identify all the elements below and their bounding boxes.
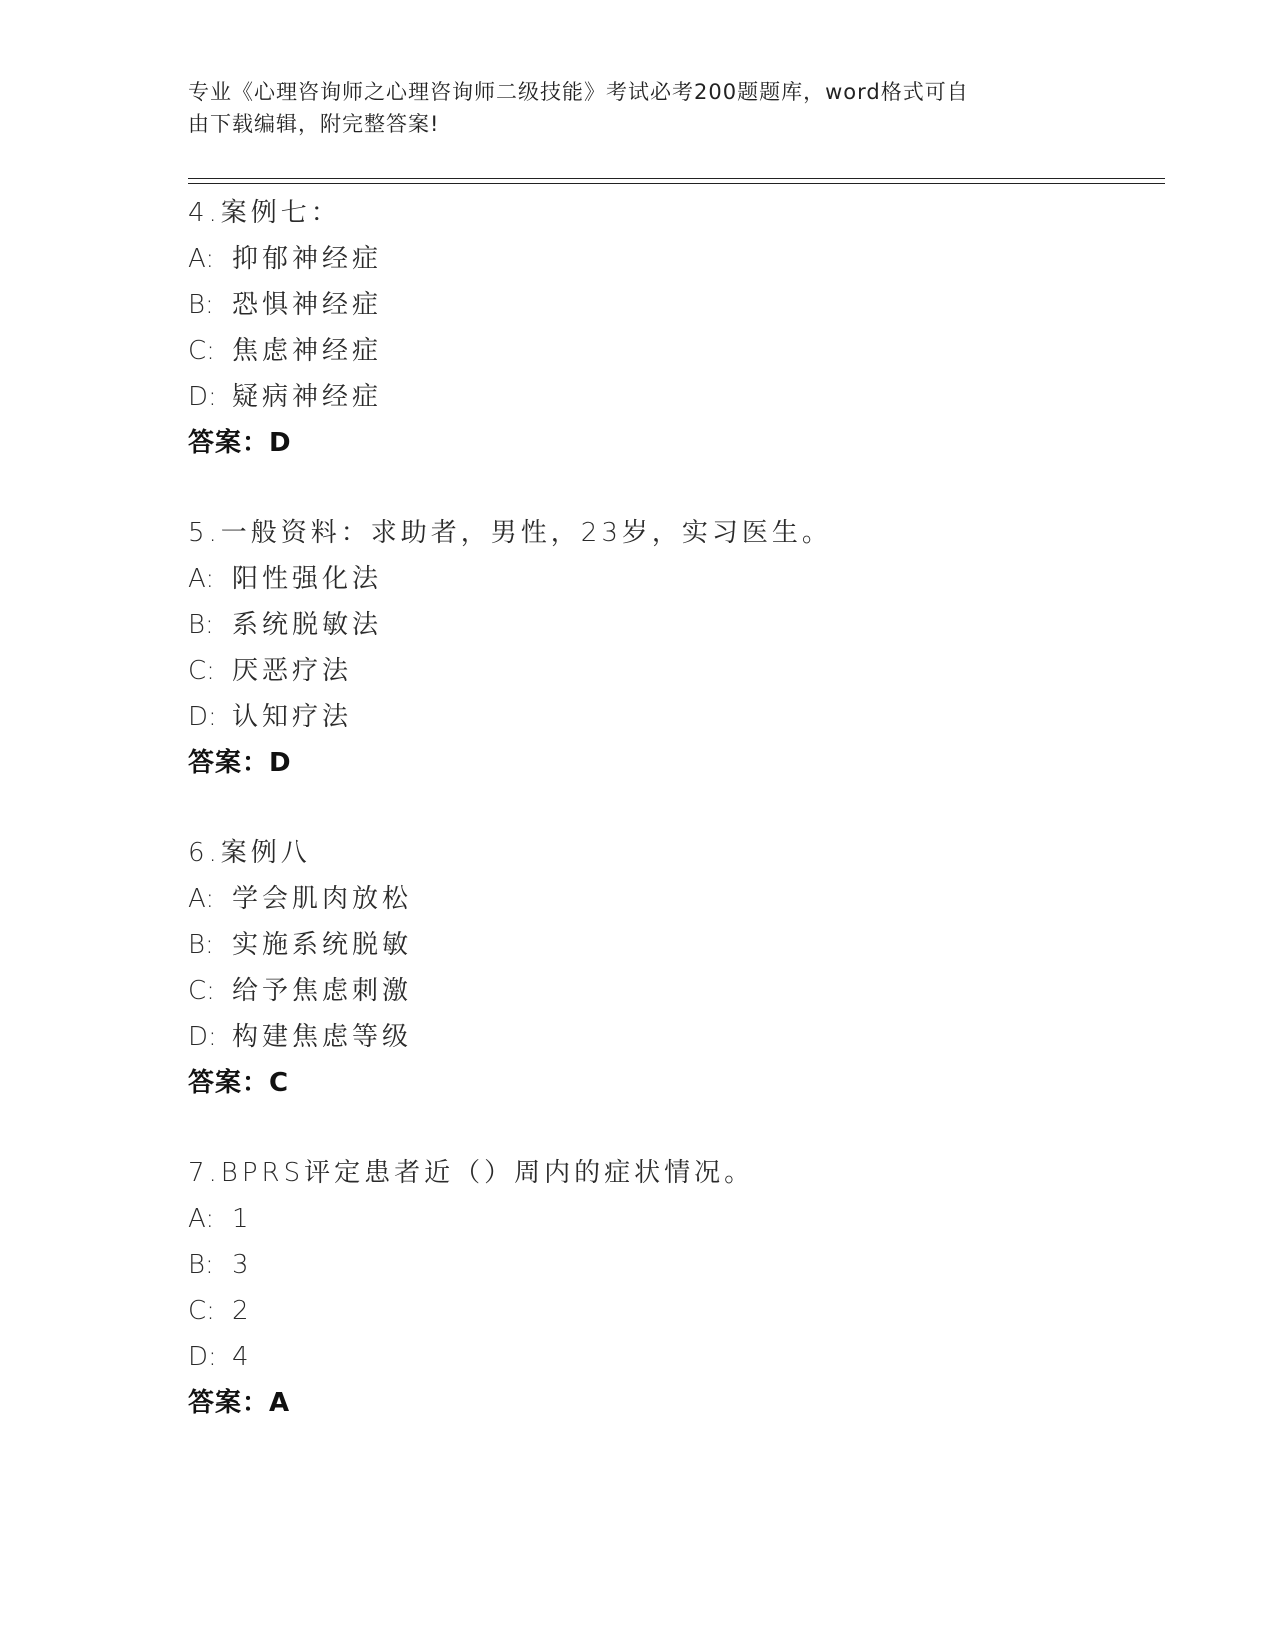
question-5 (188, 510, 1148, 786)
option-letter: D: (188, 382, 217, 412)
option-text: 厌恶疗法 (232, 656, 353, 686)
option-letter: A: (188, 244, 215, 274)
option-c (188, 1288, 1148, 1334)
question-stem: 4.案例七： (188, 198, 341, 228)
header-line-1: 专业《心理咨询师之心理咨询师二级技能》考试必考200题题库，word格式可自 (188, 80, 969, 104)
option-d (188, 1334, 1148, 1380)
option-letter: B: (188, 290, 214, 320)
question-stem: 6.案例八 (188, 838, 311, 868)
option-b (188, 602, 1148, 648)
option-text: 1 (232, 1204, 253, 1234)
header-line-2: 由下载编辑，附完整答案! (188, 112, 440, 136)
option-text: 系统脱敏法 (232, 610, 383, 640)
option-letter: C: (188, 656, 215, 686)
option-letter: C: (188, 976, 215, 1006)
option-d (188, 694, 1148, 740)
option-letter: D: (188, 702, 217, 732)
option-text: 学会肌肉放松 (232, 884, 413, 914)
option-letter: A: (188, 1204, 215, 1234)
answer-label: 答案：A (188, 1388, 291, 1418)
option-text: 恐惧神经症 (232, 290, 383, 320)
header-divider-bottom (188, 183, 1165, 184)
option-letter: D: (188, 1342, 217, 1372)
option-text: 实施系统脱敏 (232, 930, 413, 960)
option-d (188, 374, 1148, 420)
answer-label: 答案：D (188, 428, 292, 458)
option-text: 构建焦虑等级 (232, 1022, 413, 1052)
option-text: 2 (232, 1296, 253, 1326)
option-text: 3 (232, 1250, 253, 1280)
option-letter: B: (188, 930, 214, 960)
option-b (188, 922, 1148, 968)
option-c (188, 648, 1148, 694)
header-divider-top (188, 178, 1165, 179)
option-text: 4 (232, 1342, 253, 1372)
option-letter: D: (188, 1022, 217, 1052)
answer-label: 答案：D (188, 748, 292, 778)
option-b (188, 282, 1148, 328)
option-a (188, 876, 1148, 922)
option-letter: C: (188, 1296, 215, 1326)
option-text: 抑郁神经症 (232, 244, 383, 274)
option-letter: A: (188, 564, 215, 594)
option-a (188, 236, 1148, 282)
question-7 (188, 1150, 1148, 1426)
option-a (188, 556, 1148, 602)
option-c (188, 968, 1148, 1014)
answer-label: 答案：C (188, 1068, 290, 1098)
question-stem: 7.BPRS评定患者近（）周内的症状情况。 (188, 1158, 755, 1188)
option-letter: A: (188, 884, 215, 914)
option-b (188, 1242, 1148, 1288)
option-text: 焦虑神经症 (232, 336, 383, 366)
document-header (188, 76, 1068, 140)
option-letter: B: (188, 610, 214, 640)
option-text: 认知疗法 (232, 702, 353, 732)
option-c (188, 328, 1148, 374)
question-stem: 5.一般资料：求助者，男性，23岁，实习医生。 (188, 518, 832, 548)
question-6 (188, 830, 1148, 1106)
option-text: 疑病神经症 (232, 382, 383, 412)
option-text: 阳性强化法 (232, 564, 383, 594)
option-d (188, 1014, 1148, 1060)
option-letter: C: (188, 336, 215, 366)
option-text: 给予焦虑刺激 (232, 976, 413, 1006)
option-a (188, 1196, 1148, 1242)
option-letter: B: (188, 1250, 214, 1280)
question-list (188, 190, 1148, 1470)
question-4 (188, 190, 1148, 466)
